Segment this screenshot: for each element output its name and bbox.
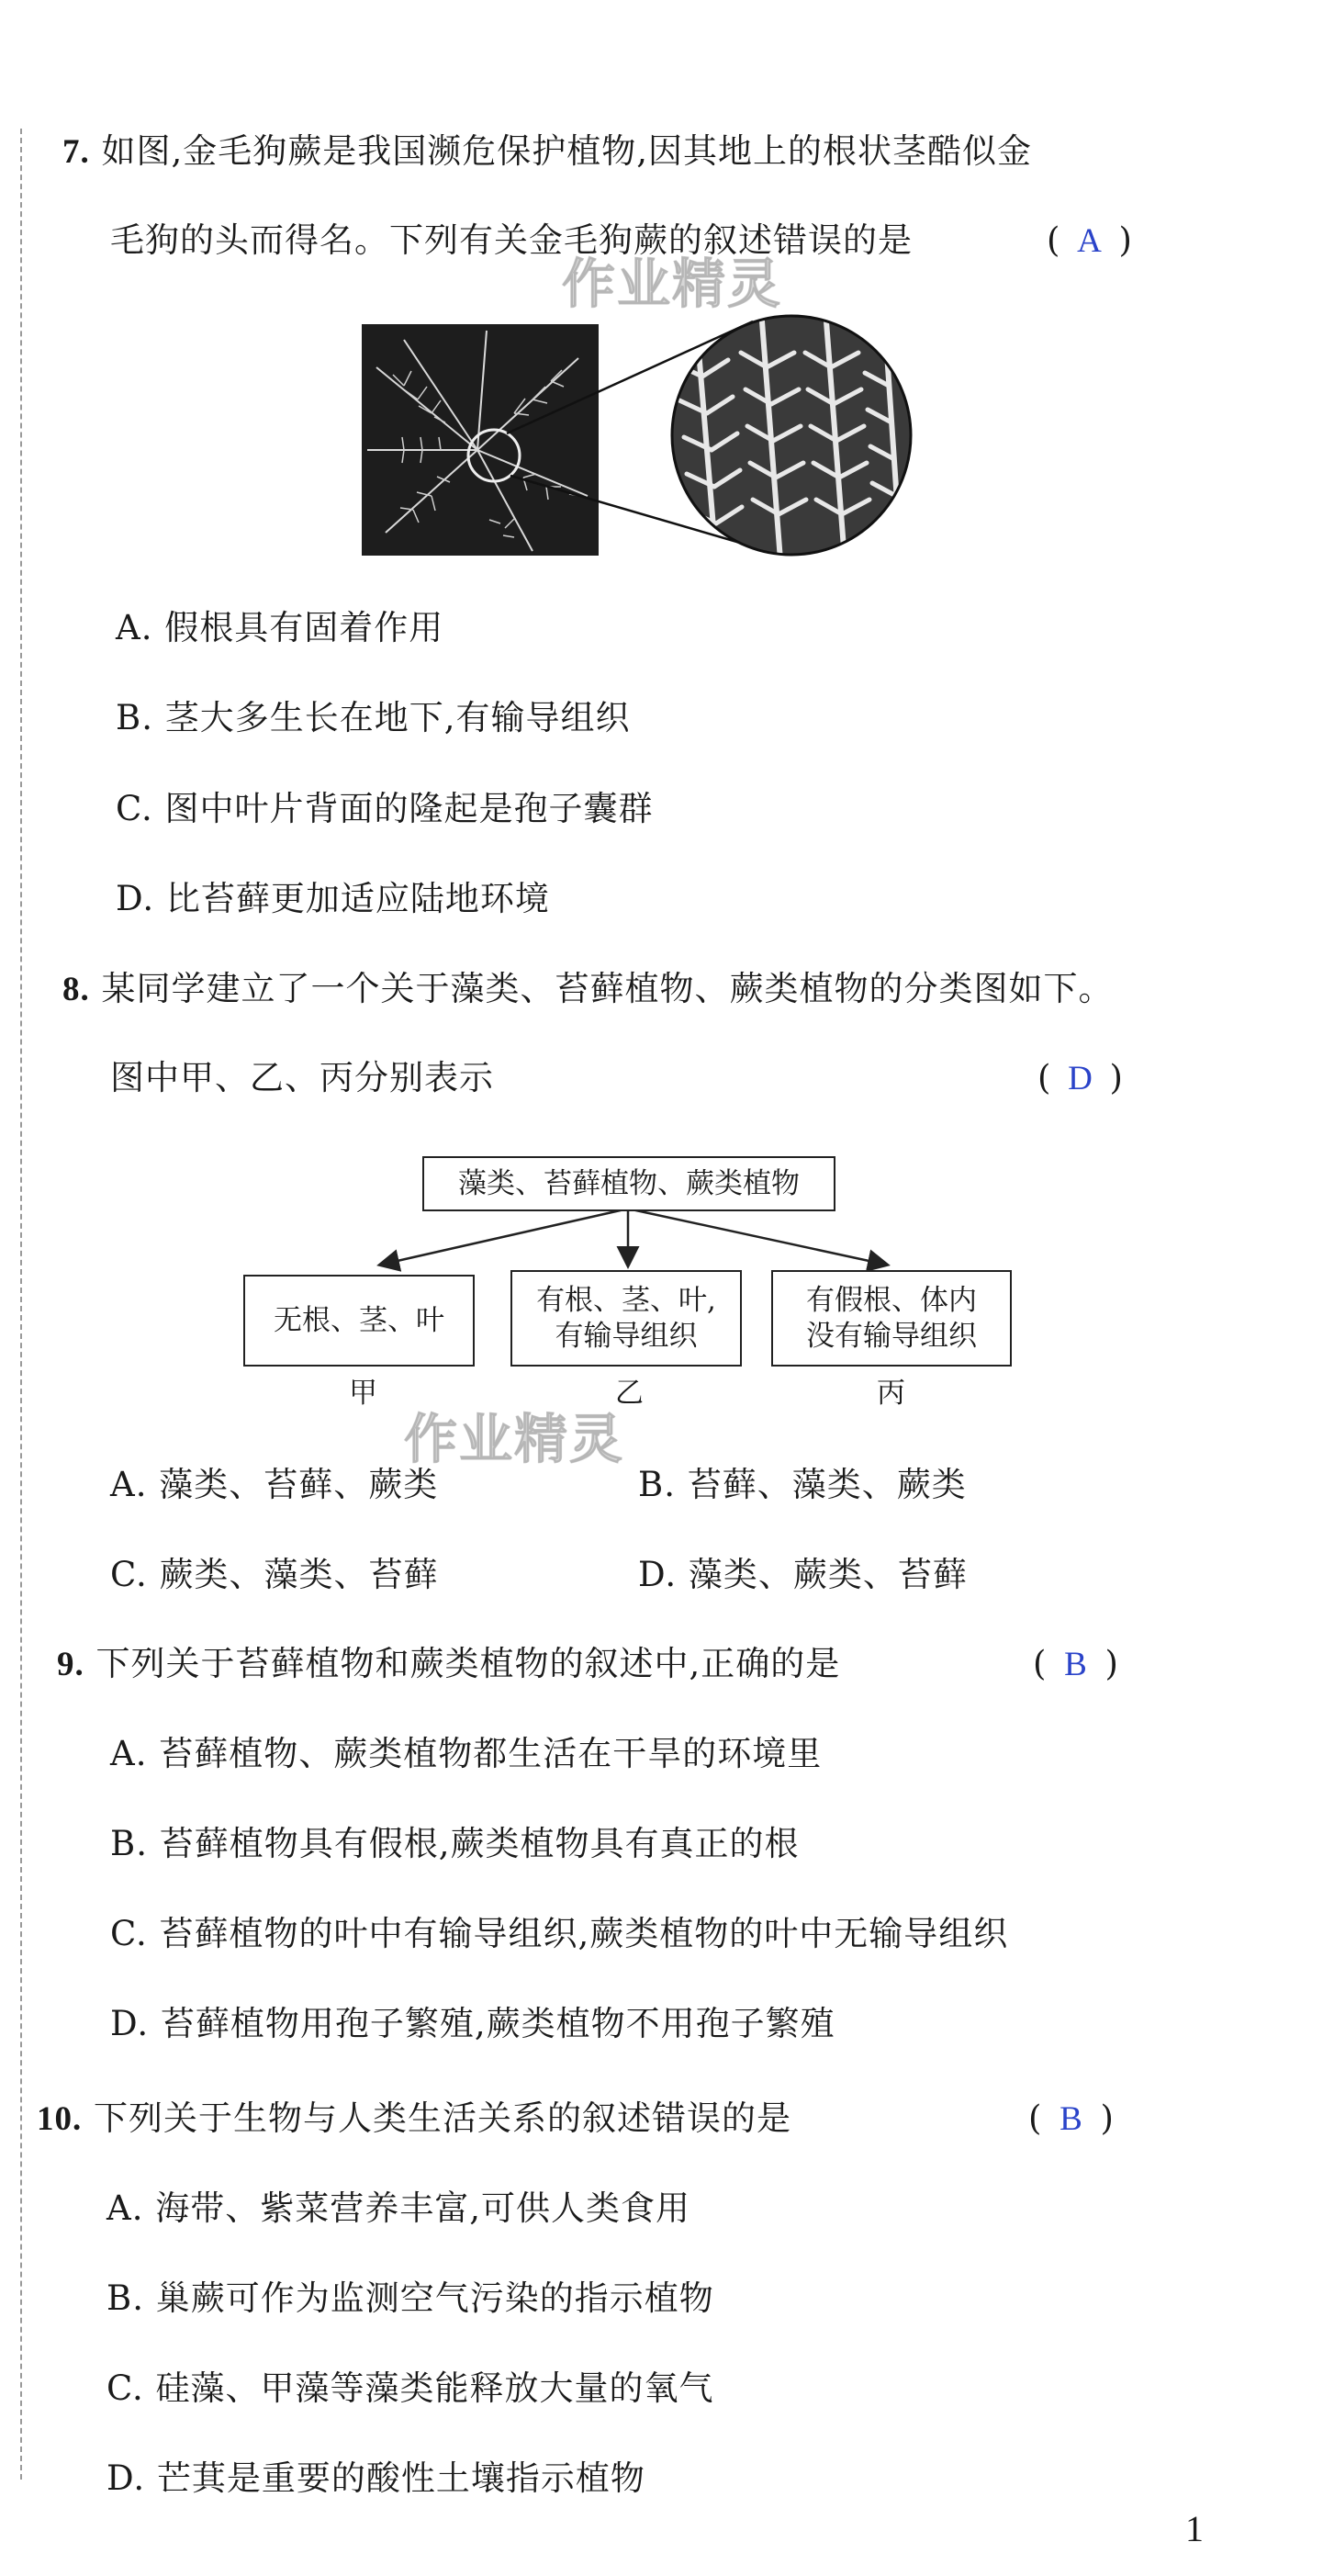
question-9-option-a: A. 苔藓植物、蕨类植物都生活在干旱的环境里 xyxy=(110,1734,823,1773)
diagram-box-jia: 无根、茎、叶 xyxy=(243,1275,475,1367)
question-8-option-c: C. 蕨类、藻类、苔藓 xyxy=(110,1555,439,1594)
question-10-option-a: A. 海带、紫菜营养丰富,可供人类食用 xyxy=(107,2188,691,2228)
question-7-stem-line1: 7. 如图,金毛狗蕨是我国濒危保护植物,因其地上的根状茎酷似金 xyxy=(62,131,1033,171)
question-7-option-c: C. 图中叶片背面的隆起是孢子囊群 xyxy=(116,789,654,828)
question-8-stem-line2: 图中甲、乙、丙分别表示 xyxy=(110,1058,494,1097)
question-10-answer-bracket: ( B ) xyxy=(1028,2098,1114,2138)
question-7-option-a: A. 假根具有固着作用 xyxy=(116,608,444,647)
question-9-stem: 9. 下列关于苔藓植物和蕨类植物的叙述中,正确的是 xyxy=(57,1644,841,1683)
question-8-stem-line1: 8. 某同学建立了一个关于藻类、苔藓植物、蕨类植物的分类图如下。 xyxy=(62,969,1114,1008)
question-7-option-b: B. 茎大多生长在地下,有输导组织 xyxy=(116,698,631,737)
question-9-option-b: B. 苔藓植物具有假根,蕨类植物具有真正的根 xyxy=(110,1824,800,1863)
diagram-label-jia: 甲 xyxy=(349,1377,377,1410)
question-10-option-d: D. 芒萁是重要的酸性土壤指示植物 xyxy=(107,2458,645,2498)
diagram-root-box: 藻类、苔藓植物、蕨类植物 xyxy=(422,1156,835,1211)
question-9-answer-bracket: ( B ) xyxy=(1033,1644,1118,1683)
question-9-answer: B xyxy=(1064,1646,1087,1683)
question-7-answer: A xyxy=(1077,222,1102,260)
binding-margin-dashed-line xyxy=(20,129,22,2480)
question-8-option-a: A. 藻类、苔藓、蕨类 xyxy=(110,1465,439,1504)
question-7-answer-bracket: ( A ) xyxy=(1047,220,1132,260)
question-7-option-d: D. 比苔藓更加适应陆地环境 xyxy=(116,879,550,918)
diagram-label-bing: 丙 xyxy=(877,1377,905,1410)
question-10-option-b: B. 巢蕨可作为监测空气污染的指示植物 xyxy=(107,2278,714,2318)
question-8-option-b: B. 苔藓、藻类、蕨类 xyxy=(638,1465,967,1504)
question-9-option-d: D. 苔藓植物用孢子繁殖,蕨类植物不用孢子繁殖 xyxy=(110,2004,835,2043)
page-number: 1 xyxy=(1185,2508,1204,2549)
question-10-option-c: C. 硅藻、甲藻等藻类能释放大量的氧气 xyxy=(107,2368,714,2408)
diagram-box-yi: 有根、茎、叶, 有输导组织 xyxy=(510,1270,742,1367)
question-8-answer-bracket: ( D ) xyxy=(1037,1058,1123,1097)
question-7-stem-line2: 毛狗的头而得名。下列有关金毛狗蕨的叙述错误的是 xyxy=(110,220,913,260)
question-10-stem: 10. 下列关于生物与人类生活关系的叙述错误的是 xyxy=(37,2098,792,2138)
watermark: 作业精灵 xyxy=(562,253,783,315)
diagram-box-bing: 有假根、体内 没有输导组织 xyxy=(771,1270,1012,1367)
fern-photo-with-magnified-inset xyxy=(349,312,936,579)
question-8-answer: D xyxy=(1068,1060,1093,1097)
question-10-answer: B xyxy=(1060,2100,1082,2138)
watermark: 作业精灵 xyxy=(404,1408,625,1470)
diagram-label-yi: 乙 xyxy=(615,1377,644,1410)
question-9-option-c: C. 苔藓植物的叶中有输导组织,蕨类植物的叶中无输导组织 xyxy=(110,1914,1009,1953)
question-8-option-d: D. 藻类、蕨类、苔藓 xyxy=(638,1555,968,1594)
